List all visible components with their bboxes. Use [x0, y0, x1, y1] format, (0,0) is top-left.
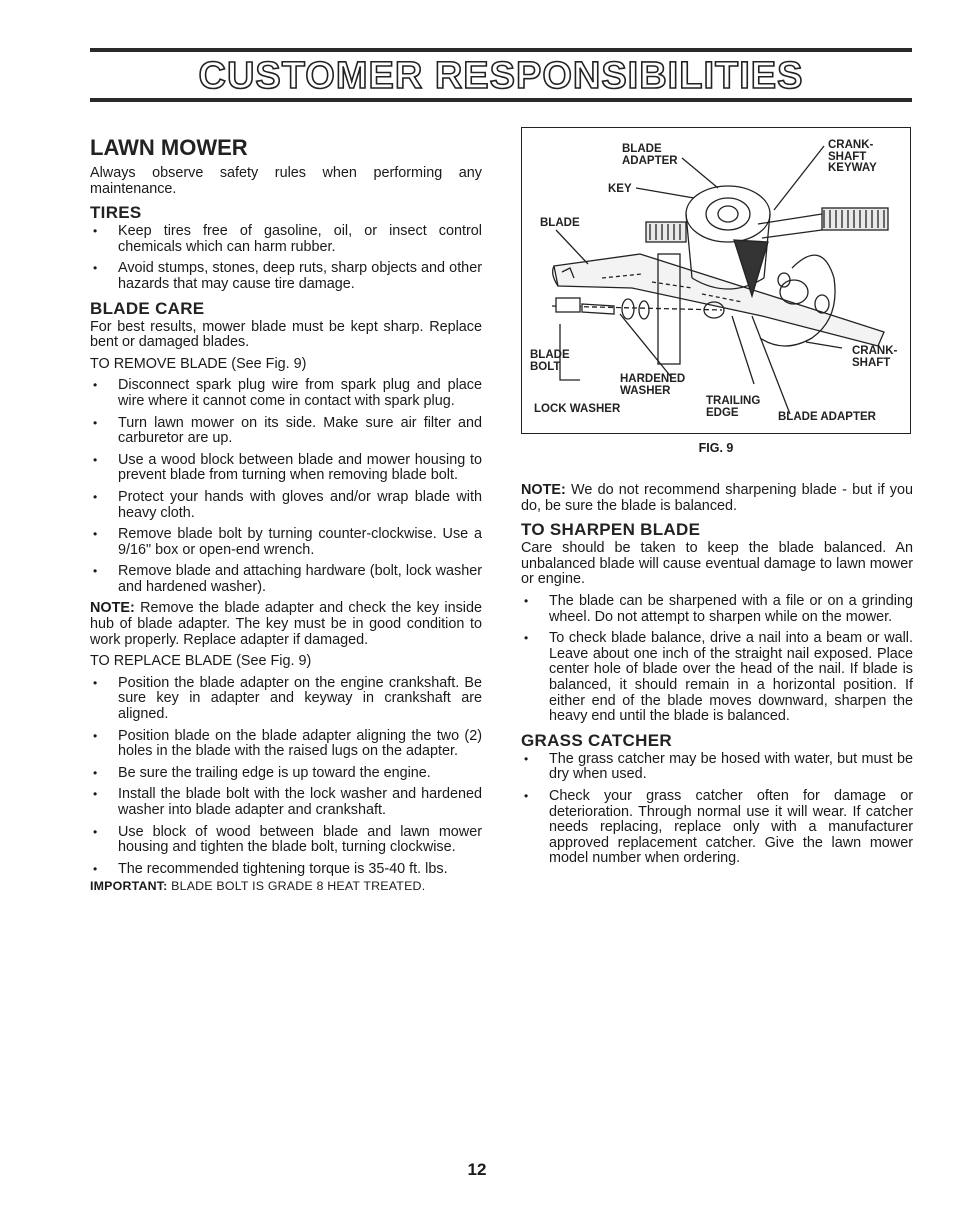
replace-blade-item: • The recommended tightening torque is 35-40 ft. lbs. — [93, 860, 448, 877]
bullet-icon: • — [93, 675, 98, 690]
bullet-icon: • — [93, 489, 98, 504]
sharpen-intro: Care should be taken to keep the blade balanced. An unbalanced blade will cause eventual damage to lawn mower or engine. — [521, 540, 913, 588]
replace-blade-item: • Position blade on the blade adapter aligning the two (2) holes in the blade with the raised lugs on the adapter. — [93, 727, 482, 760]
bullet-icon: • — [93, 261, 98, 276]
replace-blade-heading: TO REPLACE BLADE (See Fig. 9) — [90, 653, 312, 670]
figure-9 — [521, 127, 911, 434]
label-crankshaft: CRANK- SHAFT — [852, 345, 898, 369]
remove-blade-item: • Remove blade bolt by turning counter-clockwise. Use a 9/16" box or open-end wrench. — [93, 526, 482, 558]
bullet-icon: • — [524, 751, 529, 766]
sharpen-item: • The blade can be sharpened with a file or on a grinding wheel. Do not attempt to sharpen while on the mower. — [524, 592, 913, 625]
replace-blade-item: • Use block of wood between blade and lawn mower housing and tighten the blade bolt, turning clockwise. — [93, 823, 482, 856]
bullet-icon: • — [93, 527, 98, 542]
label-blade-adapter-bottom: BLADE ADAPTER — [778, 411, 876, 423]
left-column — [90, 136, 482, 895]
note-label: NOTE: — [90, 600, 135, 617]
adapter-note: NOTE: Remove the blade adapter and check the key inside hub of blade adapter. The key must be in good condition to work properly. Replace adapter if damaged. — [90, 600, 483, 648]
bullet-icon: • — [93, 452, 98, 467]
remove-blade-item: • Protect your hands with gloves and/or wrap blade with heavy cloth. — [93, 488, 482, 521]
label-trailing-edge: TRAILING EDGE — [706, 395, 761, 419]
blade-care-heading: BLADE CARE — [90, 298, 205, 318]
remove-blade-item: • Disconnect spark plug wire from spark plug and place wire where it cannot come in contact with spark plug. — [93, 377, 482, 409]
grass-catcher-heading: GRASS CATCHER — [521, 730, 672, 750]
replace-blade-item: • Position the blade adapter on the engine crankshaft. Be sure key in adapter and keyway in crankshaft are aligned. — [93, 674, 482, 723]
label-blade-bolt: BLADE BOLT — [530, 349, 570, 373]
tires-item: • Keep tires free of gasoline, oil, or insect control chemicals which can harm rubber. — [93, 223, 482, 255]
tires-heading: TIRES — [90, 203, 142, 223]
label-key: KEY — [608, 183, 632, 195]
label-blade: BLADE — [540, 217, 580, 229]
page-title: CUSTOMER RESPONSIBILITIES — [198, 55, 804, 97]
remove-blade-heading: TO REMOVE BLADE (See Fig. 9) — [90, 355, 307, 372]
bullet-icon: • — [93, 378, 98, 393]
tires-item: • Avoid stumps, stones, deep ruts, sharp objects and other hazards that may cause tire damage. — [93, 260, 482, 292]
page-number: 12 — [467, 1160, 487, 1179]
bullet-icon: • — [524, 788, 529, 803]
bullet-icon: • — [93, 824, 98, 839]
label-lock-washer: LOCK WASHER — [534, 403, 621, 415]
sharpen-heading: TO SHARPEN BLADE — [521, 520, 701, 540]
label-hardened-washer: HARDENED WASHER — [620, 373, 686, 397]
remove-blade-item: • Use a wood block between blade and mower housing to prevent blade from turning when removing blade bolt. — [93, 451, 482, 484]
lawn-mower-heading: LAWN MOWER — [90, 135, 248, 160]
bullet-icon: • — [93, 861, 98, 876]
bullet-icon: • — [93, 765, 98, 780]
header-rule-top — [90, 48, 912, 52]
grass-catcher-item: • Check your grass catcher often for damage or deterioration. Through normal use it will wear. If catcher needs replacing, replace only with a manufacturer approved replacement catcher. Give the lawn mower model number when ordering. — [524, 787, 913, 867]
note-label: NOTE: — [521, 482, 566, 498]
important-note: IMPORTANT: BLADE BOLT IS GRADE 8 HEAT TREATED. — [90, 879, 426, 894]
header-rule-bottom — [90, 98, 912, 102]
remove-blade-item: • Remove blade and attaching hardware (bolt, lock washer and hardened washer). — [93, 563, 482, 595]
remove-blade-item: • Turn lawn mower on its side. Make sure air filter and carburetor are up. — [93, 414, 482, 447]
right-column — [521, 483, 913, 873]
bullet-icon: • — [93, 787, 98, 802]
bullet-icon: • — [524, 631, 529, 646]
bullet-icon: • — [93, 728, 98, 743]
replace-blade-item: • Be sure the trailing edge is up toward the engine. — [93, 764, 431, 781]
sharpen-item: • To check blade balance, drive a nail into a beam or wall. Leave about one inch of the straight nail exposed. Place center hole of blade over the head of the nail. If blade is balanced, it should remain in a horizontal position. If either end of the blade moves downward, sharpen the heavy end until the blade is balanced. — [524, 630, 913, 725]
grass-catcher-item: • The grass catcher may be hosed with water, but must be dry when used. — [524, 750, 913, 783]
blade-care-intro: For best results, mower blade must be kept sharp. Replace bent or damaged blades. — [90, 318, 482, 351]
bullet-icon: • — [93, 564, 98, 579]
label-crankshaft-keyway: CRANK- SHAFT KEYWAY — [828, 139, 877, 174]
lawn-mower-intro: Always observe safety rules when performing any maintenance. — [90, 165, 482, 197]
replace-blade-item: • Install the blade bolt with the lock washer and hardened washer into blade adapter and crankshaft. — [93, 786, 482, 818]
label-blade-adapter-top: BLADE ADAPTER — [622, 143, 678, 167]
bullet-icon: • — [93, 224, 98, 239]
important-label: IMPORTANT: — [90, 879, 168, 894]
figure-caption: FIG. 9 — [698, 441, 734, 455]
bullet-icon: • — [524, 593, 529, 608]
sharpen-note: NOTE: We do not recommend sharpening blade - but if you do, be sure the blade is balanced. — [521, 482, 913, 514]
bullet-icon: • — [93, 415, 98, 430]
